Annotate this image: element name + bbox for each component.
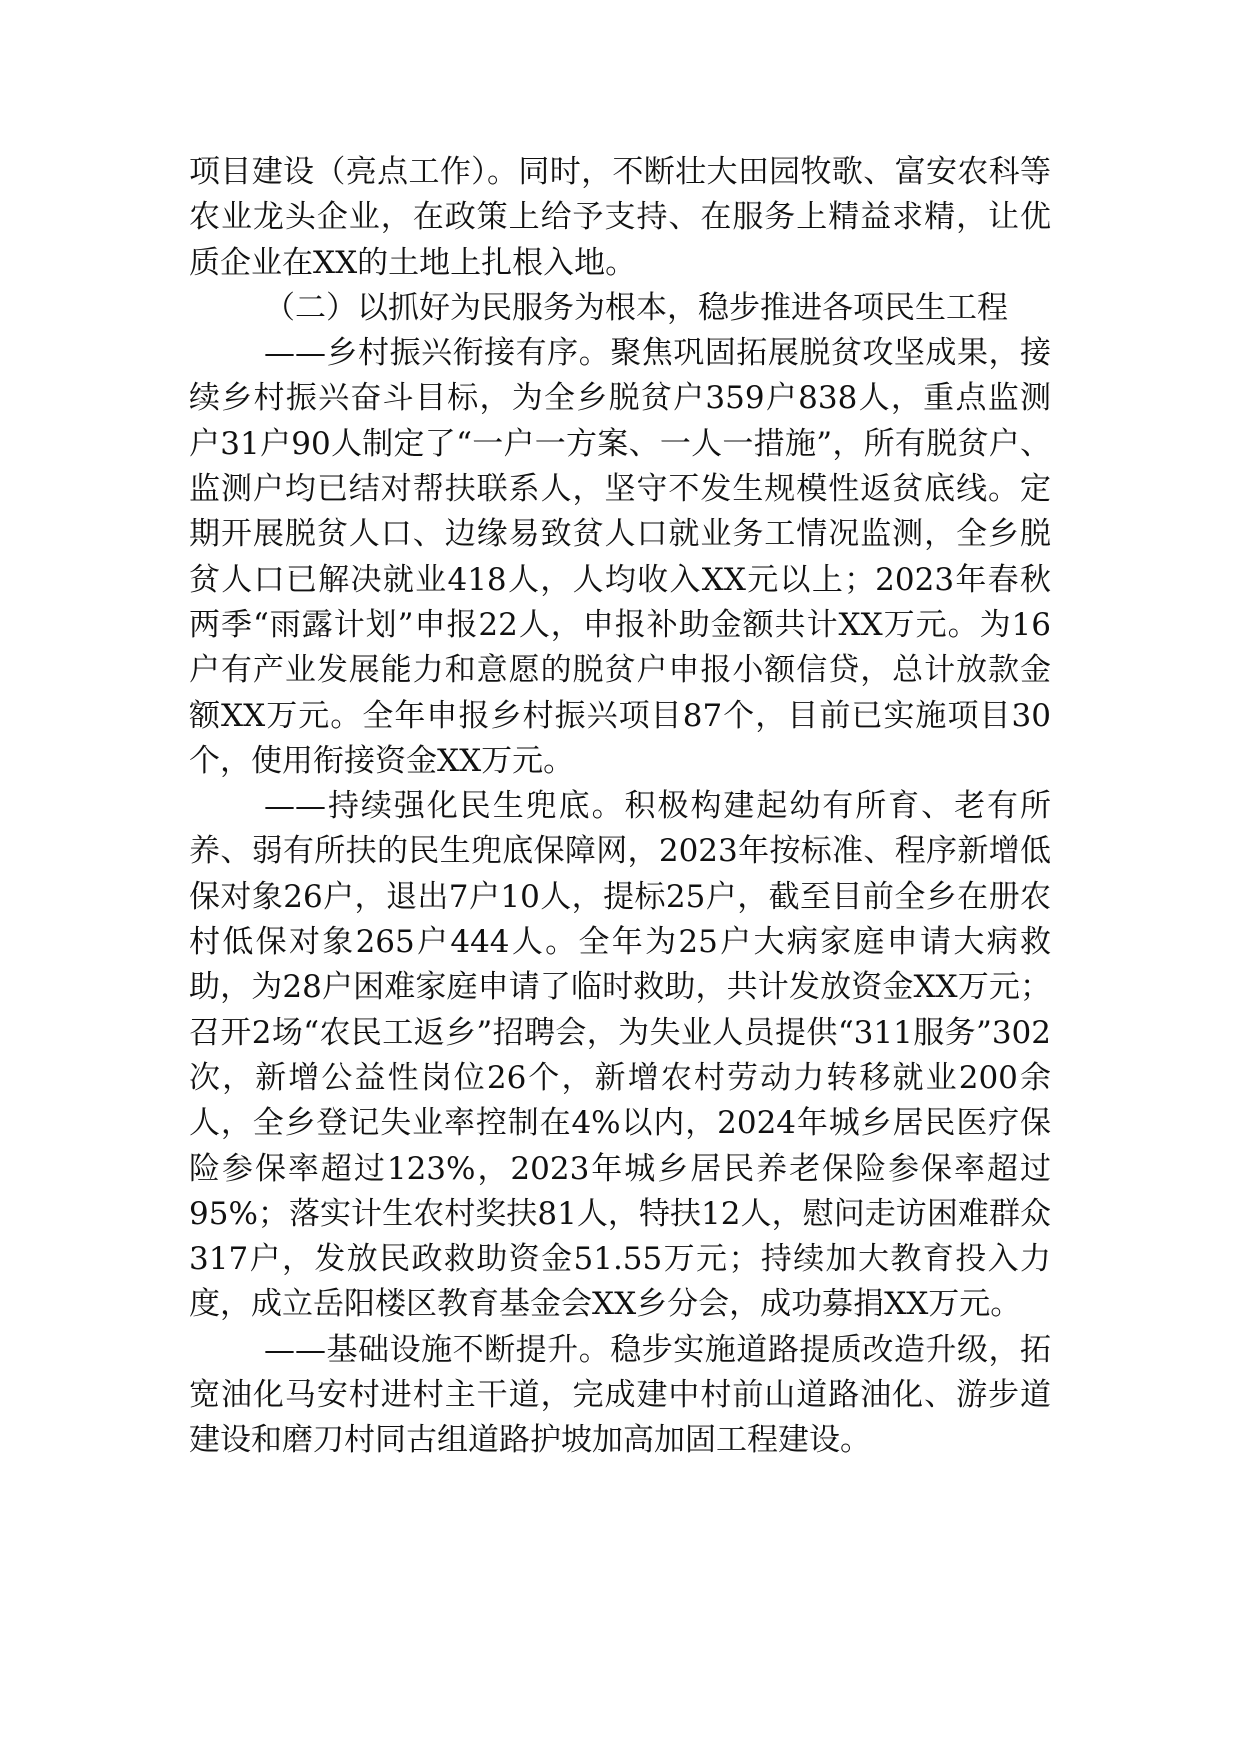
document-body <box>189 150 1051 1464</box>
section-heading-livelihood-projects: （二）以抓好为民服务为根本，稳步推进各项民生工程 <box>264 289 1008 326</box>
paragraph-social-security: ——持续强化民生兜底。积极构建起幼有所育、老有所养、弱有所扶的民生兜底保障网，2023年按标准、程序新增低保对象26户，退出7户10人，提标25户，截至目前全乡在册农村低保对象265户444人。全年为25户大病家庭申请大病救助，为28户困难家庭申请了临时救助，共计发放资金XX万元；召开2场“农民工返乡”招聘会，为失业人员提供“311服务”302次，新增公益性岗位26个，新增农村劳动力转移就业200余人，全乡登记失业率控制在4%以内，2024年城乡居民医疗保险参保率超过123%，2023年城乡居民养老保险参保率超过95%；落实计生农村奖扶81人，特扶12人，慰问走访困难群众317户，发放民政救助资金51.55万元；持续加大教育投入力度，成立岳阳楼区教育基金会XX乡分会，成功募捐XX万元。 <box>189 788 1051 1323</box>
paragraph-infrastructure: ——基础设施不断提升。稳步实施道路提质改造升级，拓宽油化马安村进村主干道，完成建中村前山道路油化、游步道建设和磨刀村同古组道路护坡加高加固工程建设。 <box>189 1331 1051 1459</box>
paragraph-rural-revitalization: ——乡村振兴衔接有序。聚焦巩固拓展脱贫攻坚成果，接续乡村振兴奋斗目标，为全乡脱贫户359户838人，重点监测户31户90人制定了“一户一方案、一人一措施”，所有脱贫户、监测户均已结对帮扶联系人，坚守不发生规模性返贫底线。定期开展脱贫人口、边缘易致贫人口就业务工情况监测，全乡脱贫人口已解决就业418人，人均收入XX元以上；2023年春秋两季“雨露计划”申报22人，申报补助金额共计XX万元。为16户有产业发展能力和意愿的脱贫户申报小额信贷，总计放款金额XX万元。全年申报乡村振兴项目87个，目前已实施项目30个，使用衔接资金XX万元。 <box>189 335 1051 779</box>
paragraph-continued-intro: 项目建设（亮点工作）。同时，不断壮大田园牧歌、富安农科等农业龙头企业，在政策上给予支持、在服务上精益求精，让优质企业在XX的土地上扎根入地。 <box>189 154 1051 281</box>
